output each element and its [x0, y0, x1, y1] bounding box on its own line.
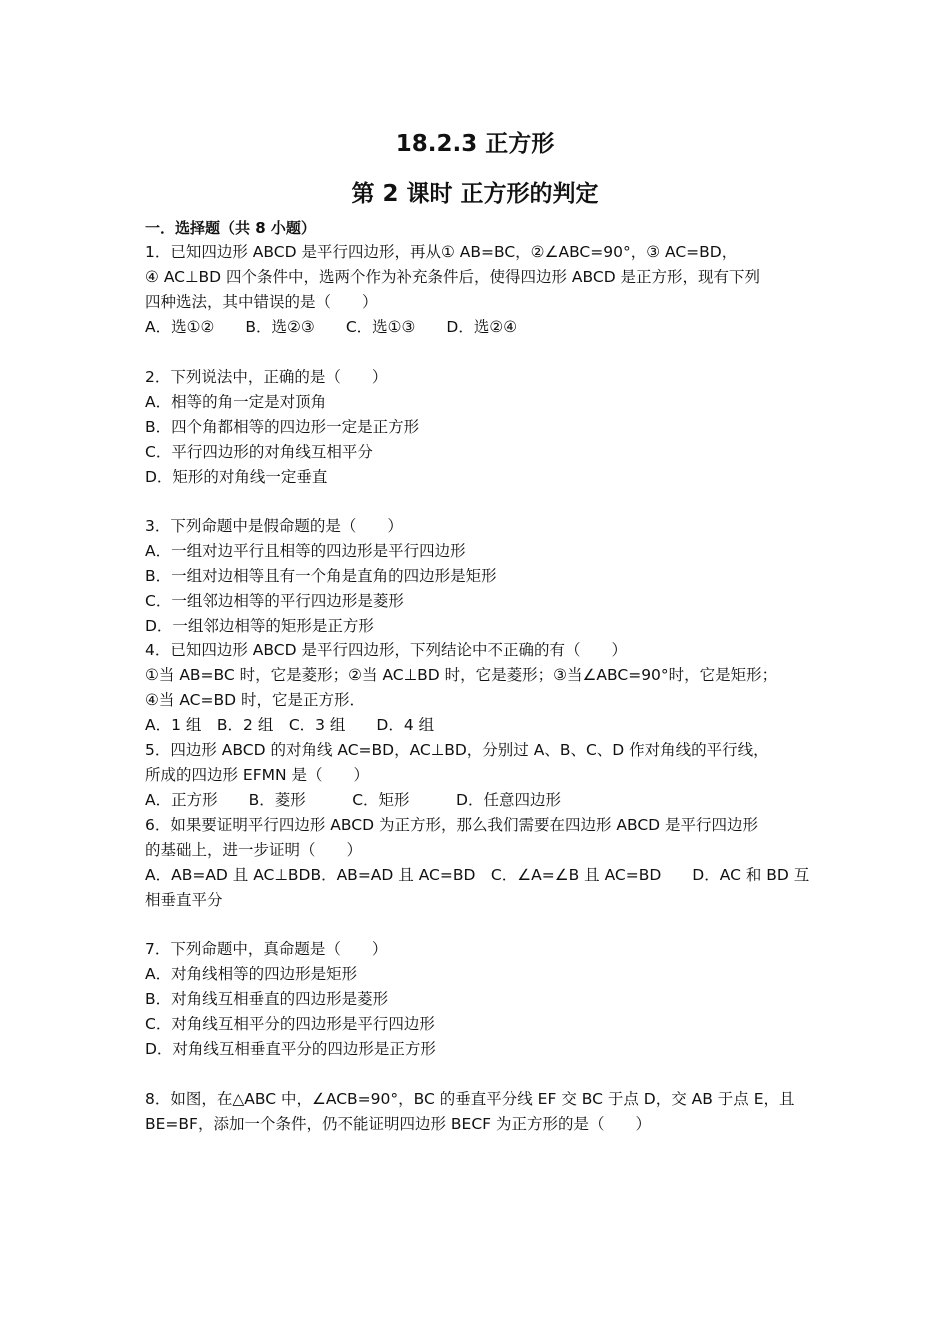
- question-6-stem-line-2: 的基础上，进一步证明（ ）: [145, 841, 363, 859]
- page-subtitle: 第 2 课时 正方形的判定: [351, 181, 599, 207]
- question-4-stem-line-1: 4．已知四边形 ABCD 是平行四边形，下列结论中不正确的有（ ）: [145, 641, 627, 659]
- section-heading: 一．选择题（共 8 小题）: [145, 219, 316, 237]
- question-3-option-b: B．一组对边相等且有一个角是直角的四边形是矩形: [145, 567, 497, 585]
- question-3-option-a: A．一组对边平行且相等的四边形是平行四边形: [145, 542, 466, 560]
- question-4-options: A．1 组 B．2 组 C．3 组 D．4 组: [145, 716, 435, 734]
- question-5-stem-line-1: 5．四边形 ABCD 的对角线 AC=BD，AC⊥BD，分别过 A、B、C、D 作对角线的平行线，: [145, 741, 769, 759]
- question-8-stem-line-1: 8．如图，在△ABC 中，∠ACB=90°，BC 的垂直平分线 EF 交 BC 于点 D，交 AB 于点 E，且: [145, 1090, 795, 1108]
- question-8-stem-line-2: BE=BF，添加一个条件，仍不能证明四边形 BECF 为正方形的是（ ）: [145, 1115, 651, 1133]
- question-4-stem-line-3: ④当 AC=BD 时，它是正方形．: [145, 691, 365, 709]
- question-7-option-a: A．对角线相等的四边形是矩形: [145, 965, 358, 983]
- question-3-stem: 3．下列命题中是假命题的是（ ）: [145, 517, 403, 535]
- question-5-options: A．正方形 B．菱形 C．矩形 D．任意四边形: [145, 791, 561, 809]
- page-title: 18.2.3 正方形: [395, 131, 555, 157]
- question-7-option-c: C．对角线互相平分的四边形是平行四边形: [145, 1015, 435, 1033]
- question-7-option-b: B．对角线互相垂直的四边形是菱形: [145, 990, 389, 1008]
- question-4-stem-line-2: ①当 AB=BC 时，它是菱形；②当 AC⊥BD 时，它是菱形；③当∠ABC=90°时，它是矩形；: [145, 666, 778, 684]
- question-2-option-a: A．相等的角一定是对顶角: [145, 393, 327, 411]
- question-1-stem-line-1: 1．已知四边形 ABCD 是平行四边形，再从① AB=BC，②∠ABC=90°，③ AC=BD，: [145, 243, 738, 261]
- question-2-stem: 2．下列说法中，正确的是（ ）: [145, 368, 388, 386]
- question-3-option-d: D．一组邻边相等的矩形是正方形: [145, 617, 374, 635]
- question-3-option-c: C．一组邻边相等的平行四边形是菱形: [145, 592, 404, 610]
- question-2-option-c: C．平行四边形的对角线互相平分: [145, 443, 373, 461]
- question-1-options: A．选①② B．选②③ C．选①③ D．选②④: [145, 318, 518, 336]
- question-6-options-line-2: 相垂直平分: [145, 891, 223, 909]
- question-1-stem-line-3: 四种选法，其中错误的是（ ）: [145, 293, 378, 311]
- question-7-stem: 7．下列命题中，真命题是（ ）: [145, 940, 388, 958]
- question-5-stem-line-2: 所成的四边形 EFMN 是（ ）: [145, 766, 370, 784]
- question-1-stem-line-2: ④ AC⊥BD 四个条件中，选两个作为补充条件后，使得四边形 ABCD 是正方形，现有下列: [145, 268, 761, 286]
- question-6-stem-line-1: 6．如果要证明平行四边形 ABCD 为正方形，那么我们需要在四边形 ABCD 是平行四边形: [145, 816, 759, 834]
- question-6-options-line-1: A．AB=AD 且 AC⊥BDB．AB=AD 且 AC=BD C．∠A=∠B 且 AC=BD D．AC 和 BD 互: [145, 866, 810, 884]
- question-7-option-d: D．对角线互相垂直平分的四边形是正方形: [145, 1040, 436, 1058]
- question-2-option-d: D．矩形的对角线一定垂直: [145, 468, 328, 486]
- question-2-option-b: B．四个角都相等的四边形一定是正方形: [145, 418, 420, 436]
